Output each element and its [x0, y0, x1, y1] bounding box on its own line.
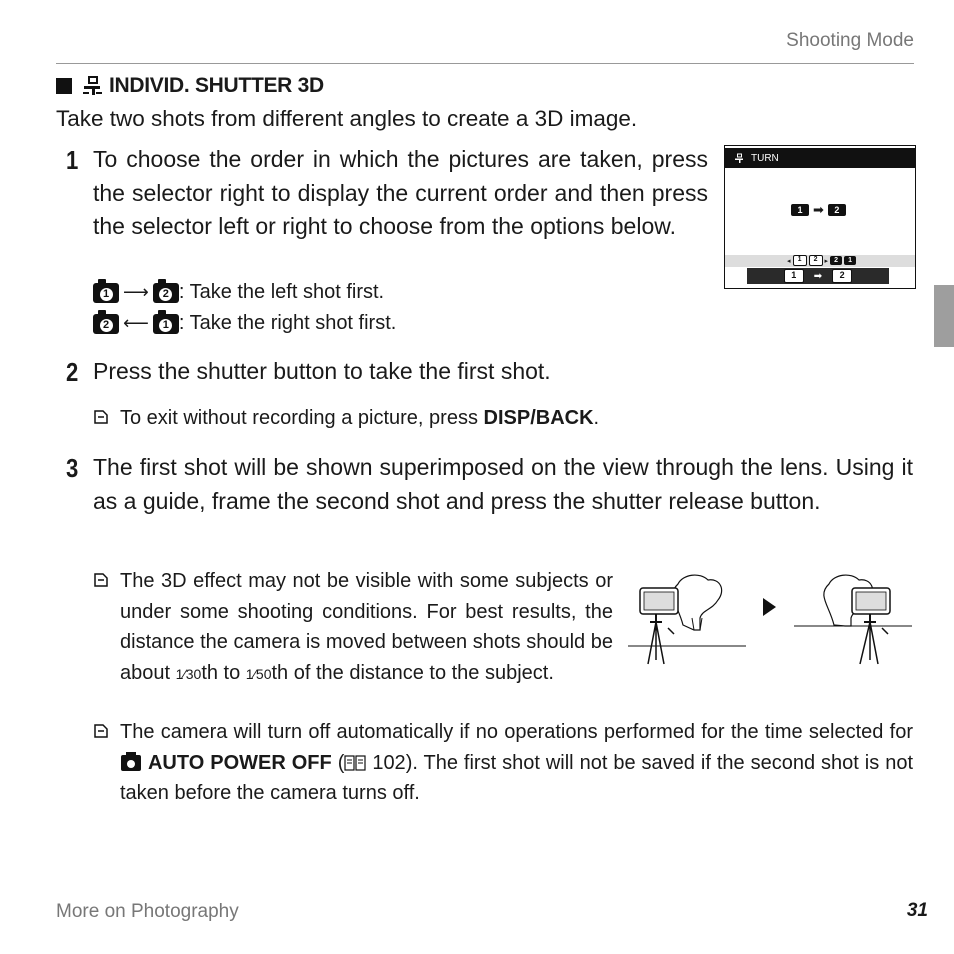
header-divider: [56, 63, 914, 64]
note-text: To exit without recording a picture, press DISP/BACK.: [120, 407, 600, 429]
step-number: 1: [66, 145, 79, 175]
square-bullet-icon: [56, 78, 72, 94]
play-arrow-icon: [763, 598, 776, 616]
setup-menu-icon: [120, 752, 142, 772]
note-text: The camera will turn off automatically if no operations performed for the time selected for AUTO POWER OFF ( 102). The first shot will not be saved if the second shot is not taken before the camera turns off.: [120, 721, 913, 804]
note-3d-effect: [93, 566, 613, 689]
disp-back-button-label: DISP/BACK: [483, 407, 594, 429]
intro-text: Take two shots from different angles to create a 3D image.: [56, 106, 638, 131]
lcd-header-bar: [725, 148, 915, 168]
step-text: The first shot will be shown superimposed on the view through the lens. Using it as a guide, frame the second shot and press the shutter release button.: [93, 454, 913, 514]
arrow-right-icon: ➡: [813, 270, 823, 282]
option-label: : Take the left shot first.: [178, 281, 385, 303]
frame-1-icon: 1: [791, 204, 809, 216]
frame-1-icon: 1: [793, 255, 807, 266]
frame-1-icon: 1: [153, 314, 179, 334]
triangle-right-icon: ▸: [824, 257, 829, 265]
frame-2-icon: 2: [93, 314, 119, 334]
lcd-option-icons: [787, 255, 856, 266]
camera-second-position-illustration: [794, 570, 914, 670]
option-left-first: [93, 281, 384, 304]
page-reference: 102: [366, 751, 406, 774]
chapter-tab: [934, 285, 954, 347]
frame-2-icon: 2: [830, 256, 842, 265]
header-section-title: Shooting Mode: [786, 30, 914, 51]
frame-1-icon: 1: [844, 256, 856, 265]
pencil-note-icon: [93, 409, 109, 425]
note-exit: [93, 403, 913, 434]
step-text: To choose the order in which the pictures are taken, press the selector right to display the current order and then press the selector left or right to choose from the options below.: [93, 146, 708, 239]
arrow-right-icon: ⟶: [123, 282, 149, 302]
3d-mode-icon: [733, 153, 745, 164]
step-text: Press the shutter button to take the first shot.: [93, 358, 551, 384]
footer-section-title: More on Photography: [56, 901, 239, 922]
note-auto-power-off: [93, 717, 913, 809]
3d-mode-icon: [81, 75, 103, 97]
page-number: 31: [906, 900, 928, 921]
frame-2-icon: 2: [809, 255, 823, 266]
lcd-header-label: TURN: [751, 152, 779, 164]
book-page-reference-icon: [344, 755, 366, 771]
note-text: The 3D effect may not be visible with some subjects or under some shooting conditions. For best results, the distance the camera is moved between shots should be about 1⁄30th to 1⁄50th of the distance to the subject.: [120, 570, 613, 684]
triangle-left-icon: ◂: [787, 257, 791, 265]
frame-2-icon: 2: [153, 283, 179, 303]
step-number: 3: [66, 453, 79, 483]
camera-lcd-screen: [724, 145, 916, 289]
camera-first-position-illustration: [628, 570, 748, 670]
step-number: 2: [66, 357, 79, 387]
section-heading: [56, 74, 324, 98]
arrow-left-icon: ⟵: [123, 313, 149, 333]
pencil-note-icon: [93, 572, 109, 588]
frame-2-icon: 2: [828, 204, 846, 216]
option-label: : Take the right shot first.: [178, 312, 397, 334]
section-title: INDIVID. SHUTTER 3D: [109, 74, 324, 97]
auto-power-off-setting: AUTO POWER OFF: [147, 751, 332, 774]
lcd-order-display: [791, 202, 846, 218]
pencil-note-icon: [93, 723, 109, 739]
option-right-first: [93, 312, 396, 335]
frame-2-icon: 2: [832, 269, 852, 283]
arrow-right-icon: ➡: [813, 202, 824, 217]
lcd-selected-option: [747, 268, 889, 284]
frame-1-icon: 1: [93, 283, 119, 303]
frame-1-icon: 1: [784, 269, 804, 283]
